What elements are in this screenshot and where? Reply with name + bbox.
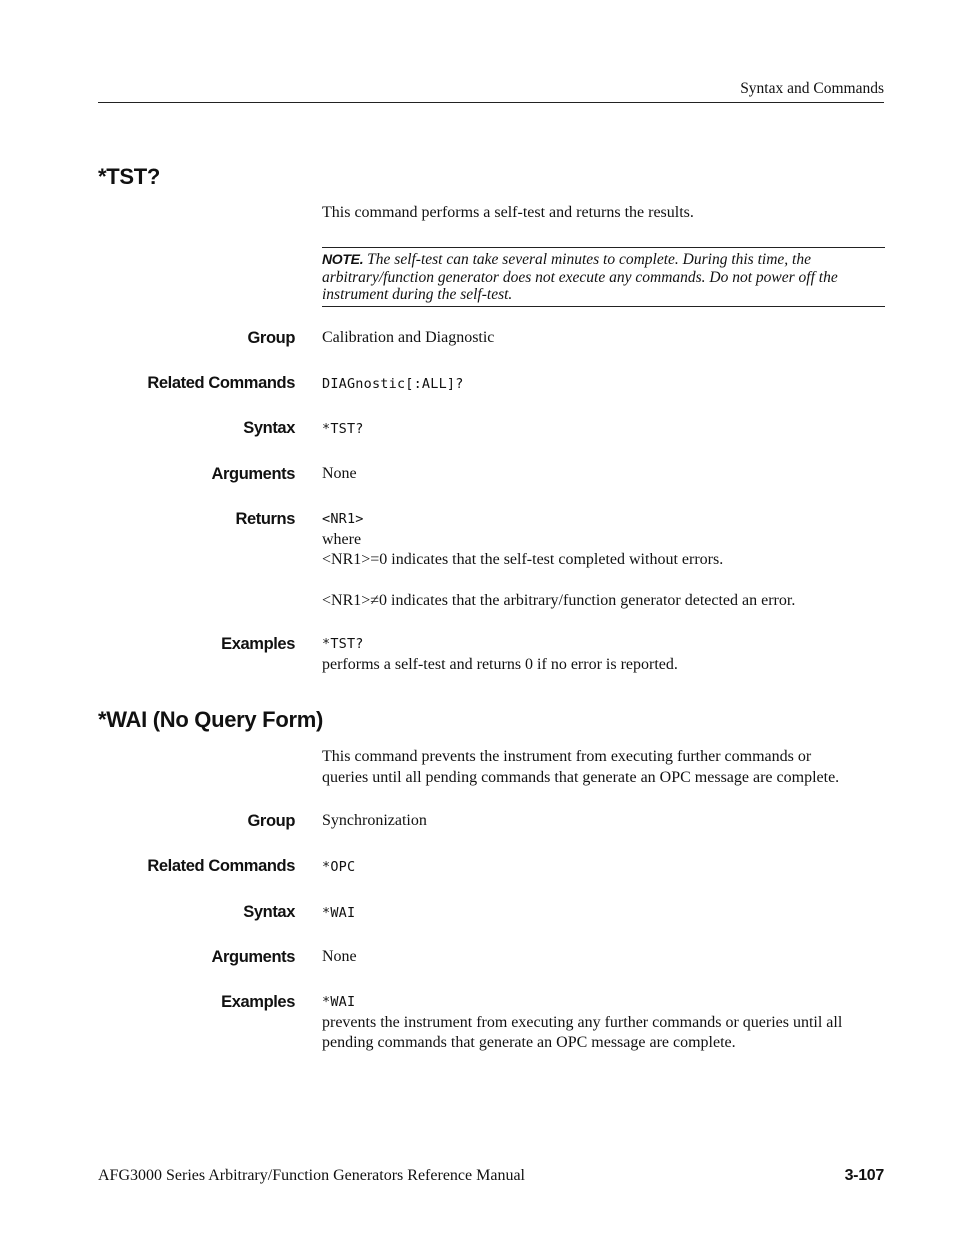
tst-examples-code: *TST? <box>322 636 364 652</box>
wai-examples-block <box>322 992 884 1054</box>
tst-returns-where: where <box>322 530 362 548</box>
wai-arguments-label: Arguments <box>211 948 295 966</box>
wai-syntax-label: Syntax <box>243 903 295 921</box>
tst-examples-block <box>322 634 884 675</box>
wai-examples-text-2: pending commands that generate an OPC message are complete. <box>322 1034 736 1051</box>
footer-manual-title: AFG3000 Series Arbitrary/Function Generators Reference Manual <box>98 1167 525 1184</box>
tst-related-label: Related Commands <box>147 374 295 392</box>
tst-examples-text: performs a self-test and returns 0 if no error is reported. <box>322 655 678 673</box>
tst-syntax-label: Syntax <box>243 419 295 437</box>
tst-description: This command performs a self-test and returns the results. <box>322 204 694 221</box>
running-header: Syntax and Commands <box>740 80 884 97</box>
wai-examples-code: *WAI <box>322 994 356 1010</box>
note-label: NOTE. <box>322 251 364 267</box>
tst-group-value: Calibration and Diagnostic <box>322 329 495 346</box>
tst-returns-line-2: <NR1>≠0 indicates that the arbitrary/function generator detected an error. <box>322 591 796 609</box>
wai-examples-label: Examples <box>221 993 295 1011</box>
tst-group-label: Group <box>247 329 295 347</box>
tst-arguments-label: Arguments <box>211 465 295 483</box>
tst-returns-line-1: <NR1>=0 indicates that the self-test completed without errors. <box>322 551 724 568</box>
tst-arguments-value: None <box>322 465 357 482</box>
tst-syntax-value: *TST? <box>322 421 364 437</box>
command-title-tst: *TST? <box>98 164 161 189</box>
spacer <box>322 571 884 591</box>
note-text-1: The self-test can take several minutes to complete. During this time, the <box>363 251 811 268</box>
tst-note <box>322 247 885 307</box>
wai-group-value: Synchronization <box>322 812 427 829</box>
wai-description-line-2: queries until all pending commands that generate an OPC message are complete. <box>322 768 840 786</box>
wai-arguments-value: None <box>322 948 357 965</box>
tst-returns-code: <NR1> <box>322 511 364 527</box>
header-rule <box>98 102 884 103</box>
wai-description <box>322 747 884 788</box>
tst-returns-label: Returns <box>235 510 295 528</box>
page-number: 3-107 <box>844 1167 884 1184</box>
tst-examples-label: Examples <box>221 635 295 653</box>
wai-syntax-value: *WAI <box>322 905 356 921</box>
wai-examples-text-1: prevents the instrument from executing any further commands or queries until all <box>322 1013 843 1031</box>
wai-related-label: Related Commands <box>147 857 295 875</box>
tst-returns-block <box>322 509 884 611</box>
tst-related-value: DIAGnostic[:ALL]? <box>322 376 464 392</box>
note-text-2: arbitrary/function generator does not execute any commands. Do not power off the <box>322 268 838 286</box>
wai-related-value: *OPC <box>322 859 356 875</box>
wai-group-label: Group <box>247 812 295 830</box>
note-text-3: instrument during the self-test. <box>322 286 513 303</box>
wai-description-line-1: This command prevents the instrument from executing further commands or <box>322 748 812 765</box>
tst-note-line-1 <box>322 251 885 269</box>
command-title-wai: *WAI (No Query Form) <box>98 707 324 732</box>
